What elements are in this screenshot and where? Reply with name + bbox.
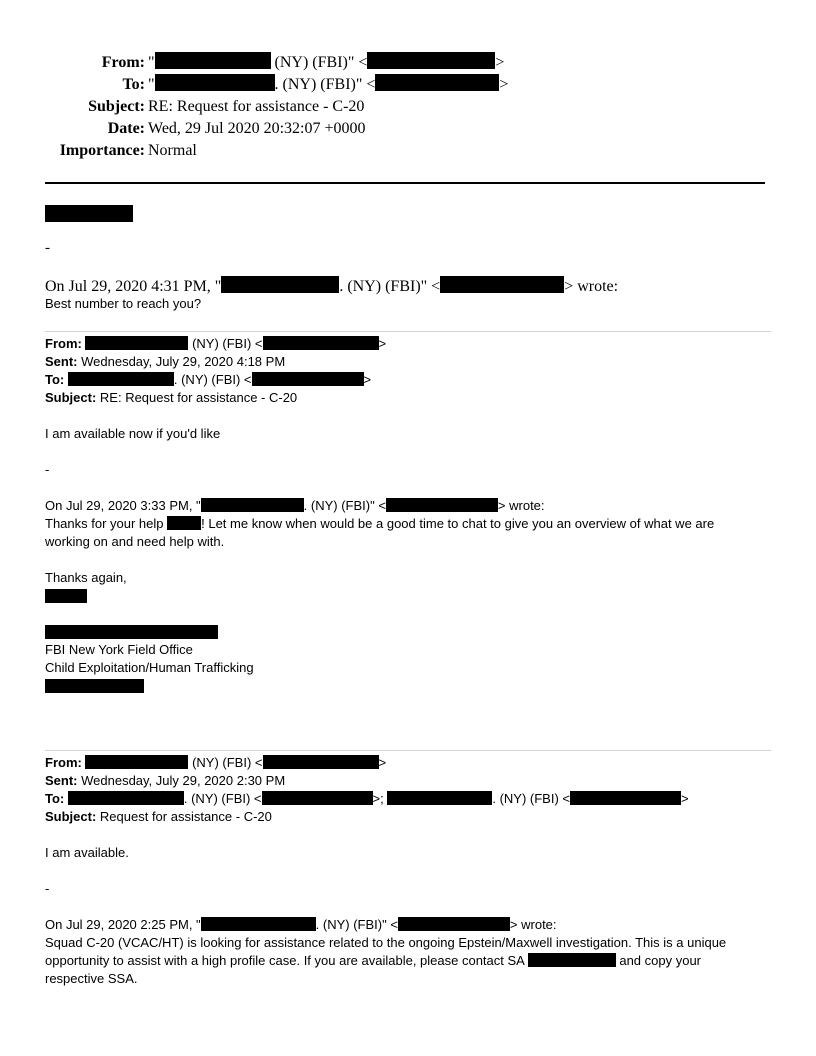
msg2-from-row: From: (NY) (FBI) < >	[45, 336, 387, 351]
subject-label: Subject:	[88, 98, 145, 115]
redaction-block	[45, 205, 133, 222]
redaction-block	[386, 498, 498, 512]
redaction-block	[68, 372, 174, 386]
msg3-to-row: To: . (NY) (FBI) < >; . (NY) (FBI) < >	[45, 791, 689, 806]
redaction-block	[201, 498, 304, 512]
redaction-block	[263, 336, 379, 350]
message-text: working on and need help with.	[45, 534, 225, 549]
date-label: Date:	[107, 120, 145, 137]
to-value: " . (NY) (FBI)" < >	[148, 76, 509, 93]
header-divider	[45, 182, 765, 184]
header-date-row	[0, 118, 600, 140]
message-text: respective SSA.	[45, 971, 138, 986]
quote-intro: On Jul 29, 2020 2:25 PM, " . (NY) (FBI)" < > wrote:	[45, 917, 557, 932]
signature-unit: Child Exploitation/Human Trafficking	[45, 660, 254, 675]
message-text: Best number to reach you?	[45, 296, 202, 311]
header-to-row	[0, 74, 600, 96]
redaction-block	[440, 276, 564, 293]
message-divider	[45, 331, 771, 332]
message-text: Squad C-20 (VCAC/HT) is looking for assistance related to the ongoing Epstein/Maxwell investigation. This is a unique	[45, 935, 727, 950]
signature-office: FBI New York Field Office	[45, 642, 193, 657]
separator-dash: -	[45, 881, 50, 896]
quote-intro: On Jul 29, 2020 3:33 PM, " . (NY) (FBI)" < > wrote:	[45, 498, 545, 513]
from-value: " (NY) (FBI)" < >	[148, 54, 505, 71]
redaction-block	[367, 52, 495, 69]
separator-dash: -	[45, 240, 50, 256]
redaction-block	[45, 679, 144, 693]
from-label: From:	[101, 54, 145, 71]
importance-label: Importance:	[59, 142, 145, 159]
redaction-block	[155, 74, 275, 91]
msg2-to-row: To: . (NY) (FBI) < >	[45, 372, 372, 387]
redaction-block	[201, 917, 316, 931]
msg2-subject-row: Subject: RE: Request for assistance - C-20	[45, 390, 298, 405]
redaction-block	[45, 625, 218, 639]
redaction-block	[252, 372, 364, 386]
header-subject-row	[0, 96, 600, 118]
redaction-block	[68, 791, 184, 805]
message-text: opportunity to assist with a high profile case. If you are available, please contact SA and copy your	[45, 953, 702, 968]
msg2-sent-row: Sent: Wednesday, July 29, 2020 4:18 PM	[45, 354, 286, 369]
msg3-subject-row: Subject: Request for assistance - C-20	[45, 809, 272, 824]
to-label: To:	[122, 76, 145, 93]
header-from-row	[0, 52, 600, 74]
subject-value: RE: Request for assistance - C-20	[148, 98, 365, 115]
redaction-block	[221, 276, 339, 293]
sign-off: Thanks again,	[45, 570, 127, 585]
redaction-block	[85, 336, 188, 350]
msg3-sent-row: Sent: Wednesday, July 29, 2020 2:30 PM	[45, 773, 286, 788]
redaction-block	[570, 791, 681, 805]
redaction-block	[387, 791, 492, 805]
redaction-block	[263, 755, 379, 769]
msg2-body: I am available now if you'd like	[45, 426, 221, 441]
separator-dash: -	[45, 462, 50, 477]
header-importance-row	[0, 140, 600, 162]
redaction-block	[85, 755, 188, 769]
redaction-block	[45, 589, 87, 603]
redaction-block	[167, 516, 201, 530]
msg3-from-row: From: (NY) (FBI) < >	[45, 755, 387, 770]
redaction-block	[398, 917, 510, 931]
importance-value: Normal	[148, 142, 197, 159]
msg3-body: I am available.	[45, 845, 129, 860]
message-text: Thanks for your help ! Let me know when would be a good time to chat to give you an overview of what we are	[45, 516, 715, 531]
redaction-block	[528, 953, 616, 967]
redaction-block	[375, 74, 499, 91]
redaction-block	[262, 791, 373, 805]
date-value: Wed, 29 Jul 2020 20:32:07 +0000	[148, 120, 366, 137]
quote-intro: On Jul 29, 2020 4:31 PM, " . (NY) (FBI)" < > wrote:	[45, 278, 619, 295]
message-divider	[45, 750, 771, 751]
redaction-block	[155, 52, 271, 69]
